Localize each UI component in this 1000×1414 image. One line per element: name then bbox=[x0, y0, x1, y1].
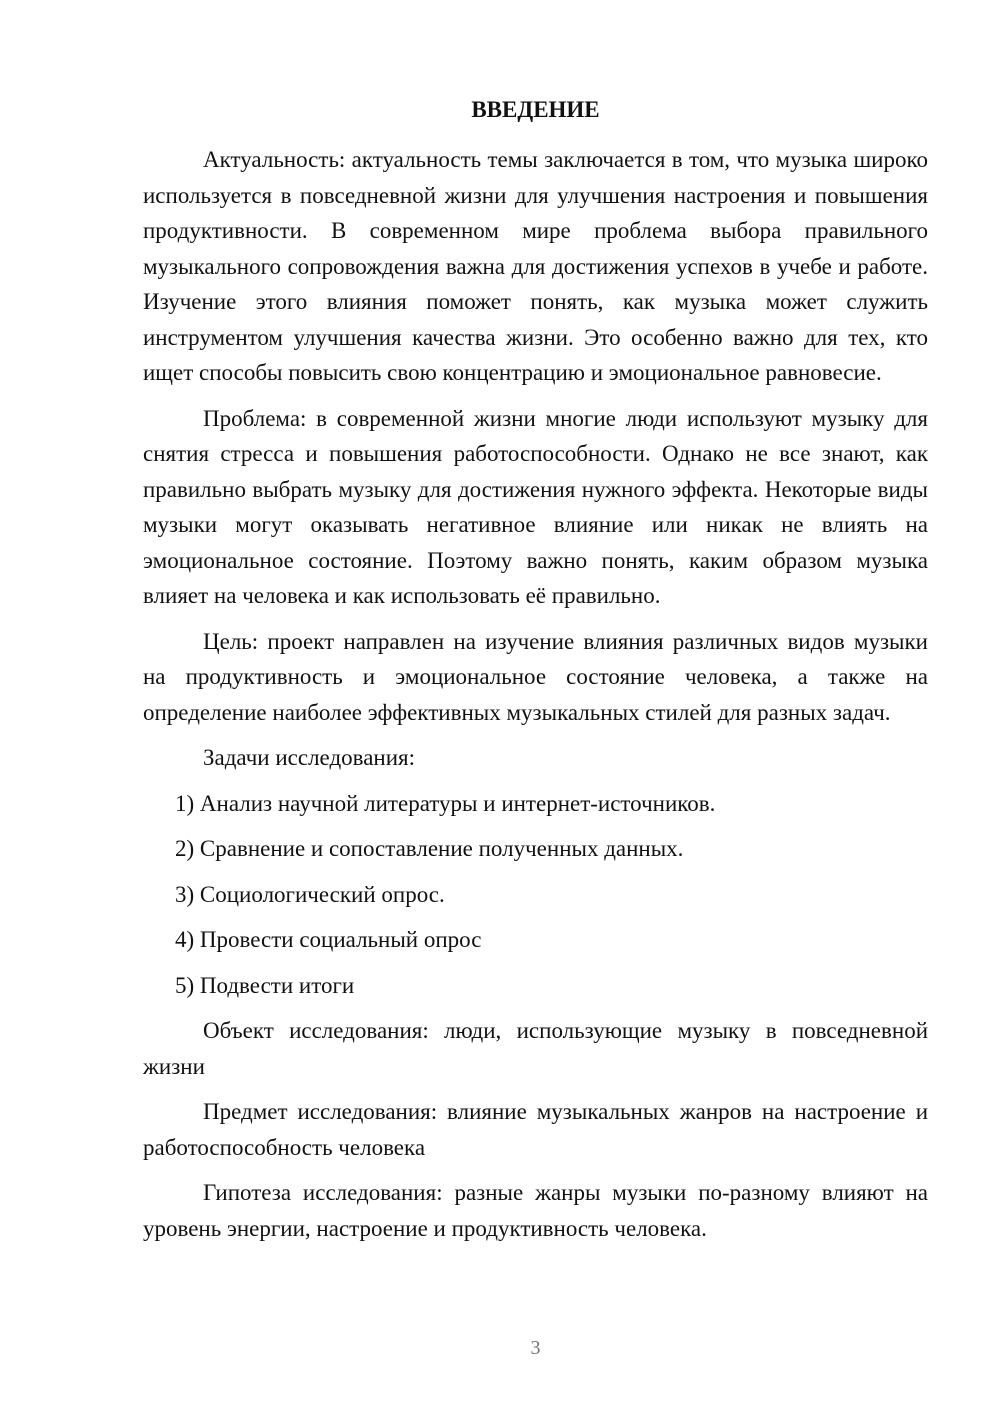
document-page bbox=[143, 0, 928, 1414]
task-item-3: 3) Социологический опрос. bbox=[175, 881, 445, 907]
page-number: 3 bbox=[530, 1337, 541, 1359]
task-item-4: 4) Провести социальный опрос bbox=[175, 927, 482, 952]
relevance-paragraph: Актуальность: актуальность темы заключается в том, что музыка широко используется в повседневной жизни для улучшения настроения и повышения продуктивности. В современном мире проблема выбора правильного музыкального сопровождения важна для достижения успехов в учебе и работе. Изучение этого влияния поможет понять, как музыка может служить инструментом улучшения качества жизни. Это особенно важно для тех, кто ищет способы повысить свою концентрацию и эмоциональное равновесие. bbox=[143, 147, 928, 385]
goal-paragraph: Цель: проект направлен на изучение влияния различных видов музыки на продуктивность и эмоциональное состояние человека, а также на определение наиболее эффективных музыкальных стилей для разных задач. bbox=[143, 628, 928, 725]
tasks-heading: Задачи исследования: bbox=[203, 745, 416, 770]
problem-paragraph: Проблема: в современной жизни многие люди используют музыку для снятия стресса и повышения работоспособности. Однако не все знают, как правильно выбрать музыку для достижения нужного эффекта. Некоторые виды музыки могут оказывать негативное влияние или никак не влиять на эмоциональное состояние. Поэтому важно понять, каким образом музыка влияет на человека и как использовать её правильно. bbox=[143, 405, 928, 608]
task-item-2: 2) Сравнение и сопоставление полученных данных. bbox=[175, 836, 684, 861]
object-paragraph: Объект исследования: люди, использующие музыку в повседневной жизни bbox=[143, 1018, 928, 1079]
page-title: ВВЕДЕНИЕ bbox=[471, 97, 600, 122]
task-item-1: 1) Анализ научной литературы и интернет-источников. bbox=[175, 790, 716, 816]
task-item-5: 5) Подвести итоги bbox=[175, 972, 355, 998]
hypothesis-paragraph: Гипотеза исследования: разные жанры музыки по-разному влияют на уровень энергии, настроение и продуктивность человека. bbox=[143, 1180, 928, 1241]
subject-paragraph: Предмет исследования: влияние музыкальных жанров на настроение и работоспособность человека bbox=[143, 1099, 928, 1160]
tasks-list bbox=[143, 786, 928, 1004]
document-body bbox=[143, 142, 928, 1246]
